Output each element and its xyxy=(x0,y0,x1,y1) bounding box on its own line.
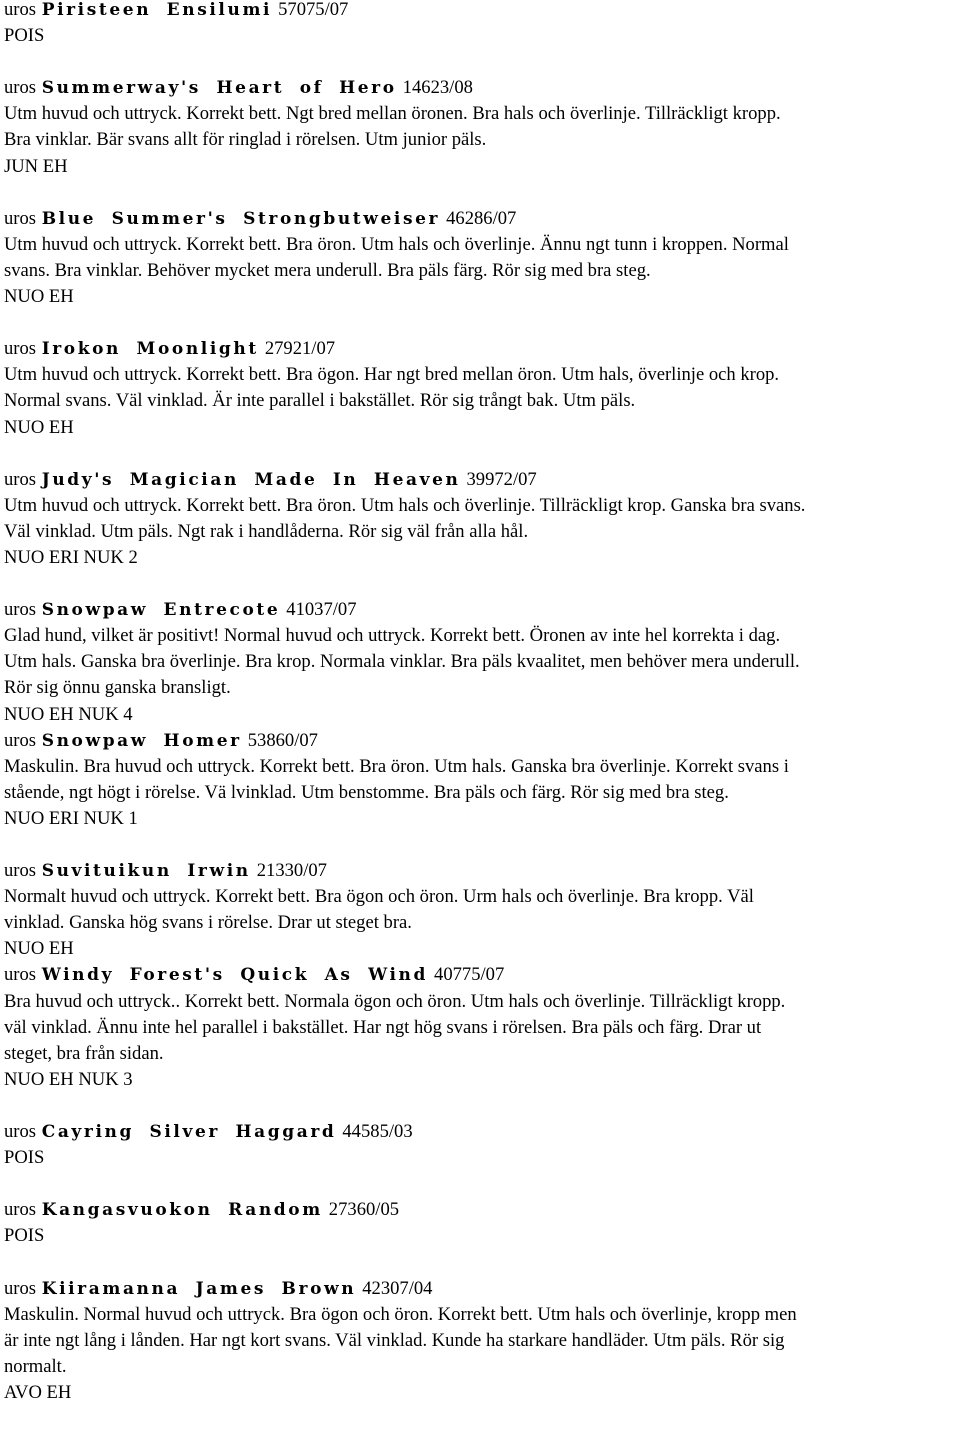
dog-name: Irokon Moonlight xyxy=(41,339,259,360)
dog-sex: uros xyxy=(4,1121,37,1143)
critique-line: Utm huvud och uttryck. Korrekt bett. Ngt bred mellan öronen. Bra hals och överlinje. Tillräckligt kropp. xyxy=(4,103,781,125)
registration-number: 41037/07 xyxy=(286,599,357,621)
dog-entry xyxy=(4,467,956,571)
dog-name: Blue Summer's Strongbutweiser xyxy=(41,208,441,229)
dog-entry xyxy=(4,75,956,179)
dog-entry xyxy=(4,1276,956,1406)
judging-result: NUO EH xyxy=(4,286,74,308)
dog-entry xyxy=(4,0,956,49)
dog-sex: uros xyxy=(4,964,37,986)
entry-heading xyxy=(4,962,956,988)
judging-result: NUO EH xyxy=(4,416,74,438)
registration-number: 46286/07 xyxy=(446,207,517,229)
judging-result: POIS xyxy=(4,25,45,47)
critique-line: Utm huvud och uttryck. Korrekt bett. Bra öron. Utm hals och överlinje. Tillräckligt krop. Ganska bra svans. xyxy=(4,494,806,516)
entry-heading xyxy=(4,858,956,884)
judging-result: NUO EH xyxy=(4,938,74,960)
dog-sex: uros xyxy=(4,468,37,490)
registration-number: 53860/07 xyxy=(247,729,318,751)
dog-entry xyxy=(4,962,956,1092)
registration-number: 42307/04 xyxy=(362,1277,433,1299)
judging-result: NUO EH NUK 3 xyxy=(4,1068,133,1090)
entry-heading xyxy=(4,1119,956,1145)
dog-sex: uros xyxy=(4,1277,37,1299)
critique-line: steget, bra från sidan. xyxy=(4,1042,164,1064)
dog-name: Snowpaw Entrecote xyxy=(41,600,281,621)
dog-name: Summerway's Heart of Hero xyxy=(41,78,397,99)
registration-number: 27921/07 xyxy=(264,338,336,360)
entry-heading xyxy=(4,728,956,754)
entry-heading xyxy=(4,1276,956,1302)
critique-line: Normal svans. Väl vinklad. Är inte parallel i bakstället. Rör sig trångt bak. Utm päls. xyxy=(4,390,636,412)
critique-line: Maskulin. Bra huvud och uttryck. Korrekt bett. Bra öron. Utm hals. Ganska bra överlinje. Korrekt svans i xyxy=(4,755,789,777)
show-critique-document xyxy=(4,0,956,1406)
critique-line: Glad hund, vilket är positivt! Normal huvud och uttryck. Korrekt bett. Öronen av inte hel korrekta i dag. xyxy=(4,625,781,647)
judging-result: NUO EH NUK 4 xyxy=(4,703,133,725)
dog-entry xyxy=(4,597,956,727)
dog-name: Windy Forest's Quick As Wind xyxy=(41,965,429,986)
dog-name: Kangasvuokon Random xyxy=(41,1200,323,1221)
dog-name: Suvituikun Irwin xyxy=(41,861,251,882)
dog-name: Piristeen Ensilumi xyxy=(41,0,273,20)
critique-line: vinklad. Ganska hög svans i rörelse. Drar ut steget bra. xyxy=(4,912,412,934)
entry-heading xyxy=(4,467,956,493)
dog-name: Judy's Magician Made In Heaven xyxy=(41,469,461,490)
dog-name: Cayring Silver Haggard xyxy=(41,1122,337,1143)
judging-result: NUO ERI NUK 1 xyxy=(4,807,138,829)
critique-line: är inte ngt lång i lånden. Har ngt kort svans. Väl vinklad. Kunde ha starkare handläder. Utm päls. Rör sig xyxy=(4,1329,785,1351)
dog-entry xyxy=(4,206,956,310)
critique-line: Utm huvud och uttryck. Korrekt bett. Bra öron. Utm hals och överlinje. Ännu ngt tunn i kroppen. Normal xyxy=(4,233,789,255)
critique-line: Maskulin. Normal huvud och uttryck. Bra ögon och öron. Korrekt bett. Utm hals och överlinje, kropp men xyxy=(4,1303,797,1325)
critique-line: Bra vinklar. Bär svans allt för ringlad i rörelsen. Utm junior päls. xyxy=(4,129,487,151)
entry-heading xyxy=(4,206,956,232)
dog-name: Kiiramanna James Brown xyxy=(41,1278,357,1299)
registration-number: 40775/07 xyxy=(434,964,505,986)
entry-heading xyxy=(4,336,956,362)
dog-sex: uros xyxy=(4,0,37,20)
dog-sex: uros xyxy=(4,599,37,621)
critique-line: Rör sig önnu ganska bransligt. xyxy=(4,677,231,699)
registration-number: 14623/08 xyxy=(402,77,473,99)
dog-entry xyxy=(4,858,956,962)
dog-entry xyxy=(4,728,956,832)
critique-line: svans. Bra vinklar. Behöver mycket mera underull. Bra päls färg. Rör sig med bra steg. xyxy=(4,259,651,281)
entry-heading xyxy=(4,1197,956,1223)
dog-sex: uros xyxy=(4,207,37,229)
judging-result: POIS xyxy=(4,1225,45,1247)
critique-line: Utm huvud och uttryck. Korrekt bett. Bra ögon. Har ngt bred mellan öron. Utm hals, överlinje och krop. xyxy=(4,364,780,386)
critique-line: Bra huvud och uttryck.. Korrekt bett. Normala ögon och öron. Utm hals och överlinje. Tillräckligt kropp. xyxy=(4,990,786,1012)
dog-sex: uros xyxy=(4,1199,37,1221)
dog-sex: uros xyxy=(4,338,37,360)
dog-name: Snowpaw Homer xyxy=(41,730,242,751)
registration-number: 57075/07 xyxy=(278,0,349,20)
dog-sex: uros xyxy=(4,77,37,99)
judging-result: AVO EH xyxy=(4,1381,72,1403)
critique-line: normalt. xyxy=(4,1355,67,1377)
registration-number: 44585/03 xyxy=(342,1121,413,1143)
critique-line: Normalt huvud och uttryck. Korrekt bett. Bra ögon och öron. Urm hals och överlinje. Bra kropp. Väl xyxy=(4,886,754,908)
judging-result: JUN EH xyxy=(4,155,68,177)
registration-number: 39972/07 xyxy=(466,468,537,490)
judging-result: NUO ERI NUK 2 xyxy=(4,546,138,568)
critique-line: Utm hals. Ganska bra överlinje. Bra krop. Normala vinklar. Bra päls kvaalitet, men behöver mera underull. xyxy=(4,651,800,673)
critique-line: Väl vinklad. Utm päls. Ngt rak i handlåderna. Rör sig väl från alla hål. xyxy=(4,520,529,542)
entry-heading xyxy=(4,0,956,23)
critique-line: stående, ngt högt i rörelse. Vä lvinklad. Utm benstomme. Bra päls och färg. Rör sig med bra steg. xyxy=(4,781,729,803)
entry-heading xyxy=(4,75,956,101)
critique-line: väl vinklad. Ännu inte hel parallel i bakstället. Har ngt hög svans i rörelsen. Bra päls och färg. Drar ut xyxy=(4,1016,762,1038)
entry-heading xyxy=(4,597,956,623)
dog-entry xyxy=(4,1119,956,1171)
dog-sex: uros xyxy=(4,729,37,751)
registration-number: 21330/07 xyxy=(256,860,327,882)
registration-number: 27360/05 xyxy=(328,1199,400,1221)
judging-result: POIS xyxy=(4,1147,45,1169)
dog-entry xyxy=(4,1197,956,1249)
dog-entry xyxy=(4,336,956,440)
dog-sex: uros xyxy=(4,860,37,882)
